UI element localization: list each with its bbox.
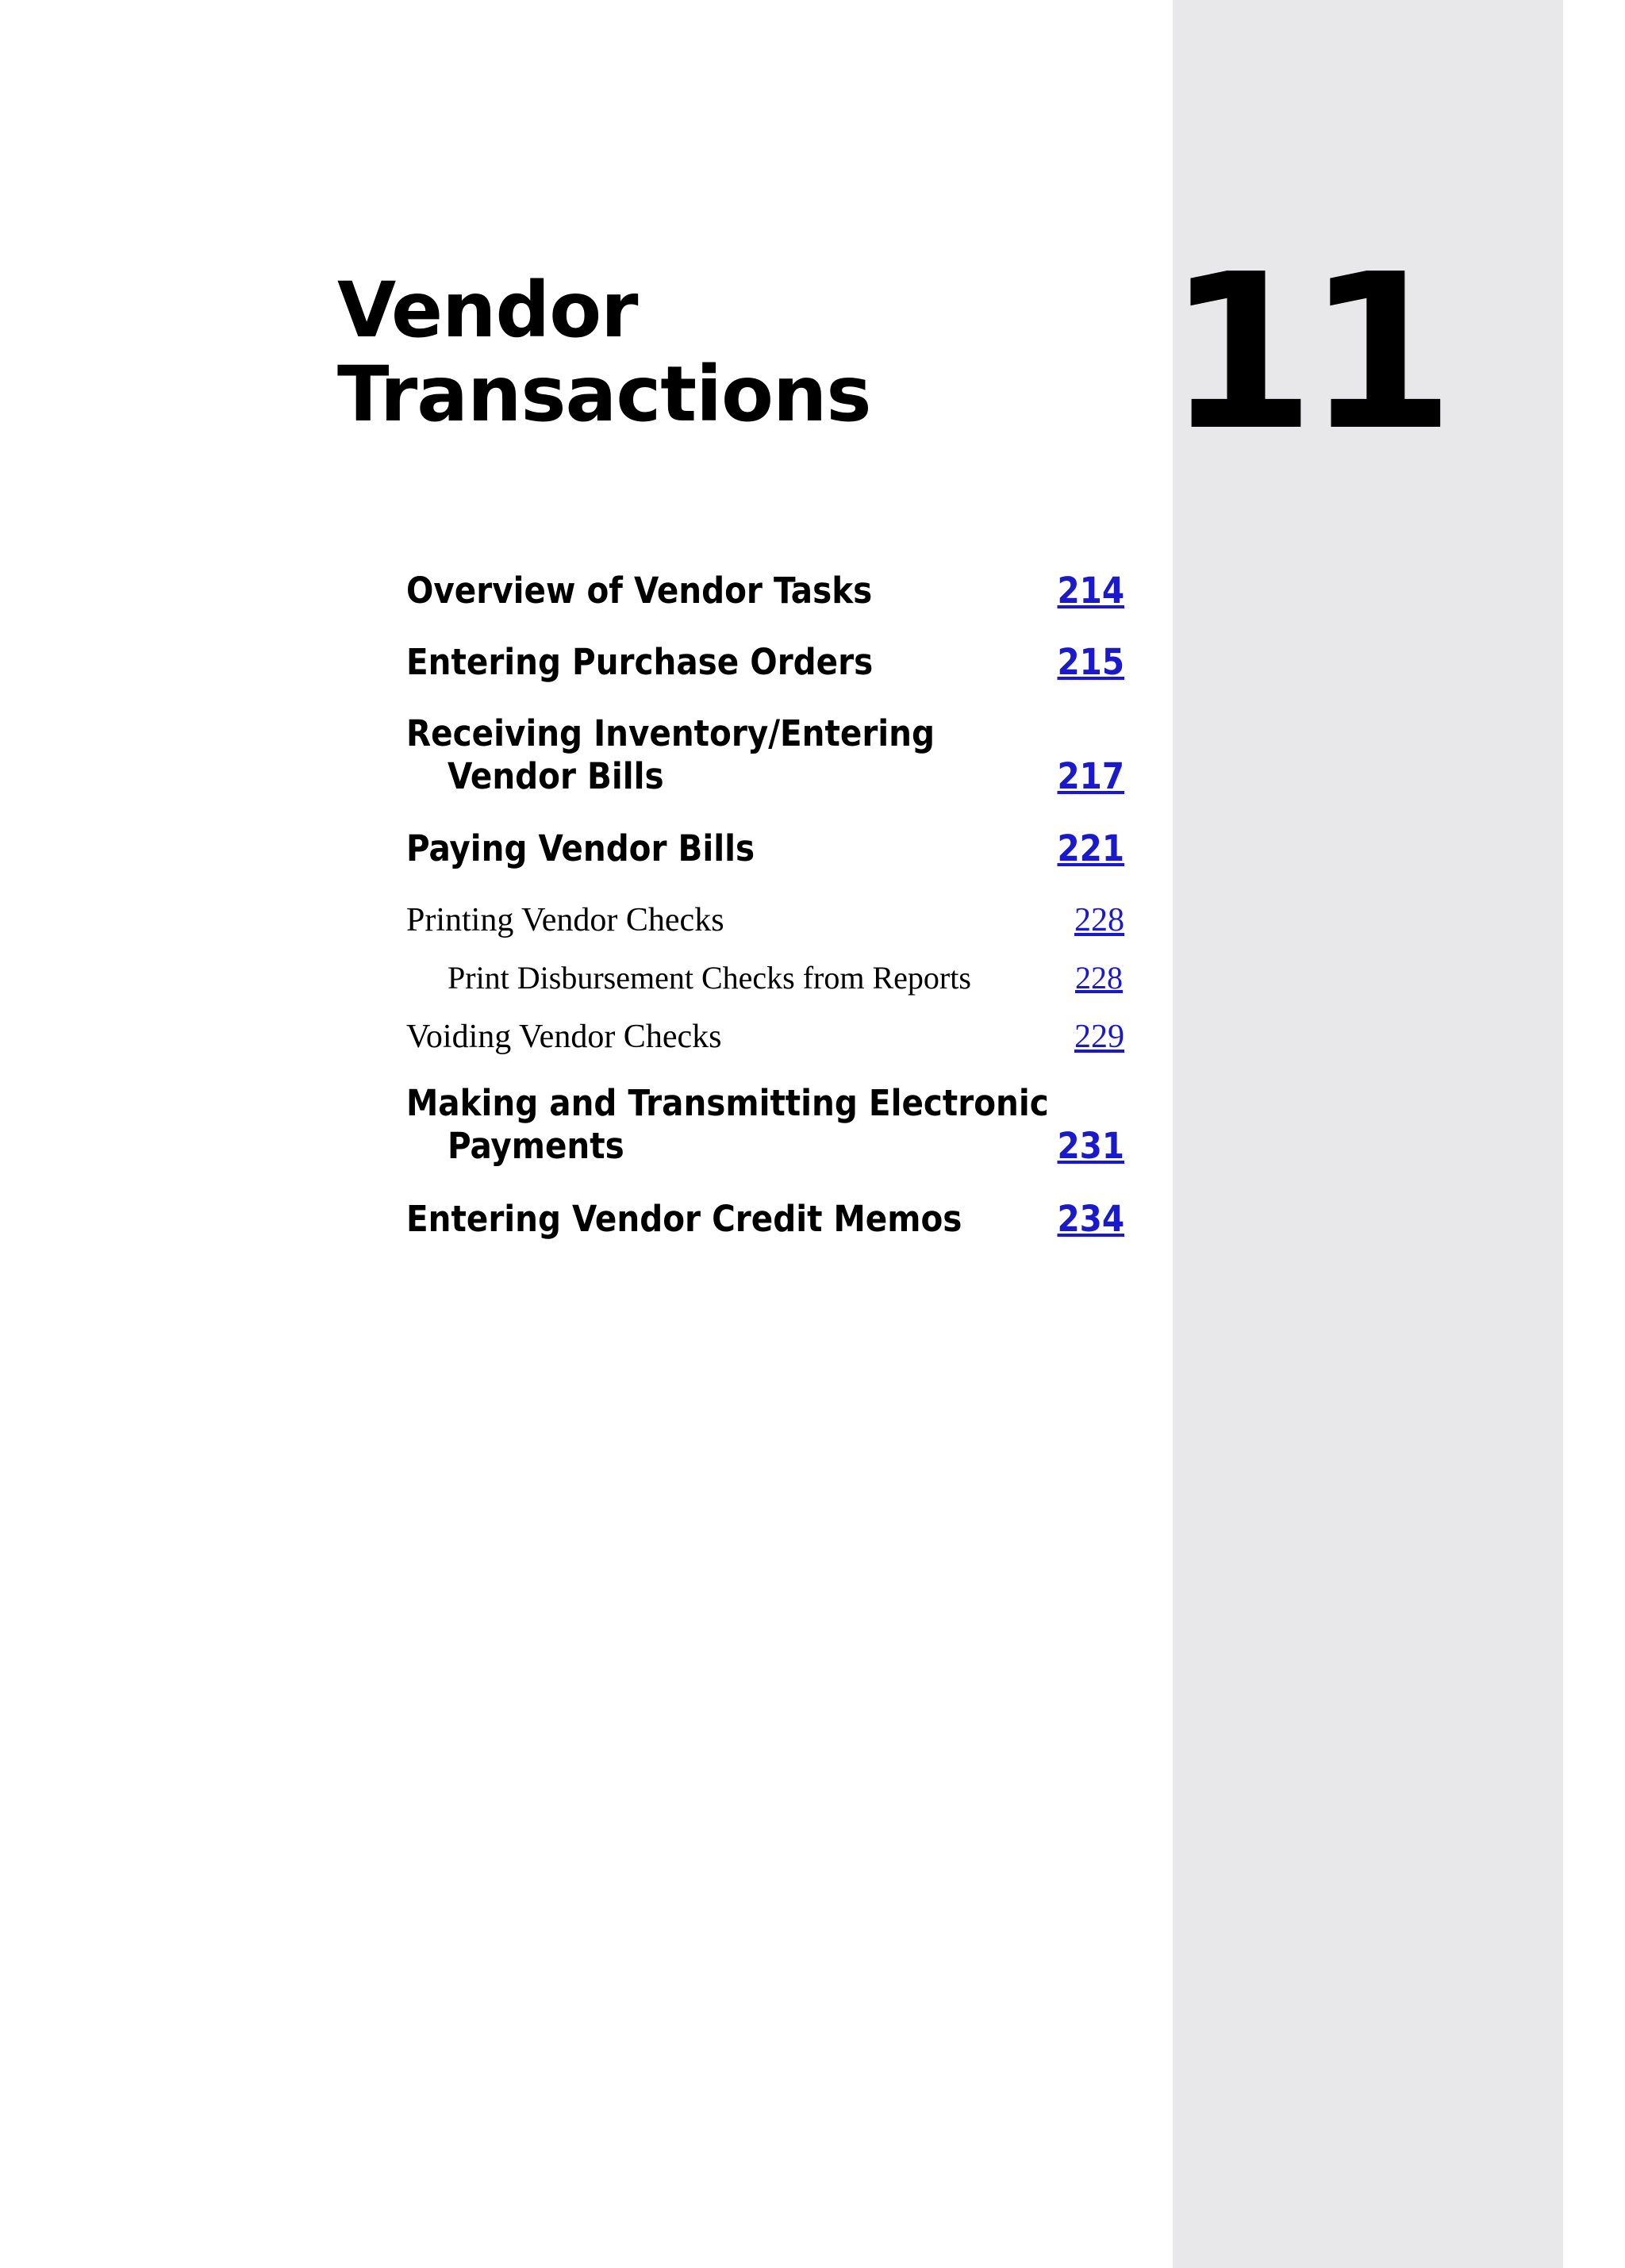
toc-page-link[interactable]: 231 bbox=[1057, 1125, 1124, 1167]
toc-page-link[interactable]: 214 bbox=[1057, 570, 1124, 612]
toc-page-link[interactable]: 228 bbox=[1074, 902, 1124, 938]
toc-entry-label bbox=[406, 959, 971, 997]
toc-entry[interactable] bbox=[406, 1015, 1124, 1057]
chapter-title-line-2: Transactions bbox=[337, 350, 871, 439]
toc-entry[interactable] bbox=[406, 957, 1124, 997]
toc-entry-label-line: Vendor Bills bbox=[448, 755, 664, 797]
toc-entry-label-line: Entering Vendor Credit Memos bbox=[406, 1198, 962, 1240]
toc-entry-label bbox=[406, 827, 755, 870]
toc-page-link[interactable]: 234 bbox=[1057, 1198, 1124, 1240]
toc-entry-label-line: Payments bbox=[448, 1125, 624, 1167]
toc-page-link[interactable]: 229 bbox=[1074, 1019, 1124, 1055]
toc-entry-label-line: Making and Transmitting Electronic bbox=[406, 1082, 1049, 1124]
toc-entry[interactable] bbox=[406, 639, 1124, 684]
toc-entry[interactable] bbox=[406, 711, 1124, 798]
toc-entry-label-line: Printing Vendor Checks bbox=[406, 902, 724, 938]
toc-entry-label-line: Entering Purchase Orders bbox=[406, 641, 874, 683]
toc-page-link[interactable]: 221 bbox=[1057, 827, 1124, 869]
toc-page-link[interactable]: 215 bbox=[1057, 641, 1124, 683]
chapter-title bbox=[337, 266, 871, 439]
toc-page-link[interactable]: 228 bbox=[1075, 960, 1123, 996]
toc-entry[interactable] bbox=[406, 1080, 1124, 1168]
toc-entry-label bbox=[406, 641, 873, 684]
toc-entry-label bbox=[406, 570, 872, 612]
toc-entry-label bbox=[406, 900, 724, 940]
toc-entry-label-line: Receiving Inventory/Entering bbox=[406, 712, 935, 754]
toc-entry[interactable] bbox=[406, 899, 1124, 940]
chapter-title-line-1: Vendor bbox=[337, 266, 638, 355]
toc-entry-label-line: Paying Vendor Bills bbox=[406, 827, 755, 869]
toc-page-link[interactable]: 217 bbox=[1057, 755, 1124, 797]
toc-entry-label-line: Overview of Vendor Tasks bbox=[406, 570, 873, 612]
toc-entry[interactable] bbox=[406, 568, 1124, 612]
toc-entry-label-line: Print Disbursement Checks from Reports bbox=[448, 960, 971, 996]
toc-entry-label bbox=[406, 1082, 1049, 1168]
toc-entry-label bbox=[406, 712, 935, 798]
toc-entry-label bbox=[406, 1198, 962, 1241]
chapter-number: 11 bbox=[1166, 228, 1446, 478]
toc-entry[interactable] bbox=[406, 826, 1124, 870]
toc-entry[interactable] bbox=[406, 1196, 1124, 1241]
toc-entry-label-line: Voiding Vendor Checks bbox=[406, 1019, 722, 1055]
toc-entry-label bbox=[406, 1017, 721, 1057]
